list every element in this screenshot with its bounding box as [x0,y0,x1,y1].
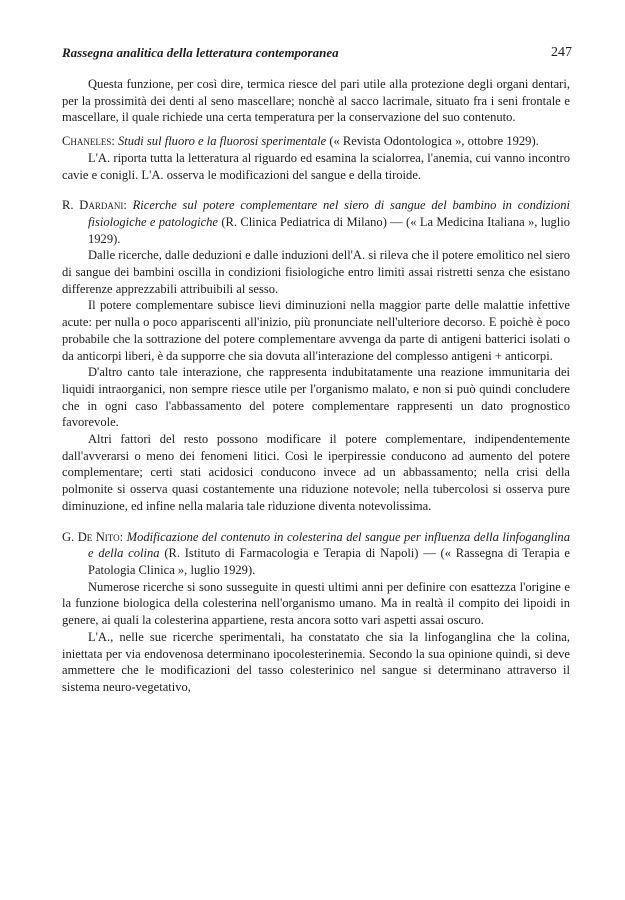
abstract-paragraph: L'A. riporta tutta la letteratura al riguardo ed esamina la scialorrea, l'anemia, cui vanno incontro cavie e conigli. L'A. osserva le modificazioni del sangue e della tiroide. [62,150,570,182]
entry-source: (R. Clinica Pediatrica di Milano) — (« La Medicina Italiana », luglio 1929). [88,214,571,246]
abstract-paragraph: Altri fattori del resto possono modificare il potere complementare, indipendentemente dall'avverarsi o meno dei fenomeni litici. Così le iperpiressie conducono ad aumento del potere complementare; certi stati acidosici conducono invece ad un abbassamento; nella crisi della polmonite si osserva quasi costantemente una riduzione notevole; nella tubercolosi si osserva pure diminuzione, ed infine nella malaria tale riduzione diventa notevolissima. [62,432,570,513]
abstract-paragraph: L'A., nelle sue ricerche sperimentali, ha constatato che sia la linfoganglina che la colina, iniettata per via endovenosa determinano ipocolesterinemia. Secondo la sua opinione quindi, si deve ammettere che le modificazioni del tasso colesterinico nel sangue si determinano attraverso il sistema neuro-vegetativo, [62,629,570,694]
review-entry-chaneles [62,133,570,183]
abstract-paragraph: Numerose ricerche si sono susseguite in questi ultimi anni per definire con esattezza l'origine e la funzione biologica della colesterina nell'organismo umano. Ma in realtà il compito dei lipoidi in genere, ai quali la colesterina appartiene, resta ancora sotto vari aspetti assai oscuro. [62,579,570,628]
running-header [62,45,572,67]
entry-author: R. Dardani [62,198,124,213]
review-entry-de-nito [62,529,570,696]
article-body [62,76,570,696]
entry-abstract [62,579,570,696]
running-title: Rassegna analitica della letteratura contemporanea [62,45,339,60]
intro-paragraph: Questa funzione, per così dire, termica riesce del pari utile alla protezione degli organi dentari, per la prossimità dei denti al seno mascellare; nonchè al sacco lacrimale, situato fra i seni frontale e mascellare, il quale richiede una certa temperatura per la conservazione del suo contenuto. [62,77,570,125]
entry-title: Studi sul fluoro e la fluorosi sperimentale [118,134,327,149]
review-entry-dardani [62,197,570,514]
abstract-paragraph: Dalle ricerche, dalle deduzioni e dalle induzioni dell'A. si rileva che il potere emolitico nel siero di sangue dei bambini oscilla in condizioni fisiologiche entro limiti assai ristretti senza che esistano differenze apprezzabili attribuibili al sesso. [62,248,570,296]
entry-citation: R. Dardani: Ricerche sul potere complementare nel siero di sangue del bambino in condizioni fisiologiche e patologiche (R. Clinica Pediatrica di Milano) — (« La Medicina Italiana », luglio 1929). [62,198,571,246]
entry-abstract [62,247,570,514]
entry-author: G. De Nito [62,529,120,544]
abstract-paragraph: D'altro canto tale interazione, che rappresenta indubitatamente una reazione immunitaria dei liquidi intraorganici, non sempre riesce utile per l'organismo malato, e non si può quindi concludere che in ogni caso l'abbassamento del potere complementare rappresenti un dato prognostico favorevole. [62,365,570,430]
entry-source: (R. Istituto di Farmacologia e Terapia di Napoli) — (« Rassegna di Terapia e Patologia Clinica », luglio 1929). [88,546,570,577]
entry-title: Ricerche sul potere complementare nel siero di sangue del bambino in condizioni fisiologiche e patologiche [88,198,571,229]
entry-title: Modificazione del contenuto in colesterina del sangue per influenza della linfoganglina e della colina [88,529,570,561]
page-number: 247 [551,45,572,60]
entry-source: (« Revista Odontologica », ottobre 1929). [329,134,539,149]
entry-citation: G. De Nito: Modificazione del contenuto in colesterina del sangue per influenza della linfoganglina e della colina (R. Istituto di Farmacologia e Terapia di Napoli) — (« Rassegna di Terapia e Patologia Clinica », luglio 1929). [62,529,570,577]
entry-abstract [62,150,570,183]
entry-author: Chaneles [62,134,112,149]
entry-citation: Chaneles: Studi sul fluoro e la fluorosi sperimentale (« Revista Odontologica », ottobre 1929). [62,134,539,149]
abstract-paragraph: Il potere complementare subisce lievi diminuzioni nella maggior parte delle malattie infettive acute: per nulla o poco appariscenti all'inizio, più pronunciate nell'ulteriore decorso. E poichè è poco probabile che la sottrazione del potere complementare avvenga da parte di antigeni batterici isolati o da anticorpi liberi, è da supporre che sia dovuta all'interazione del complesso antigeni + anticorpi. [62,298,570,363]
